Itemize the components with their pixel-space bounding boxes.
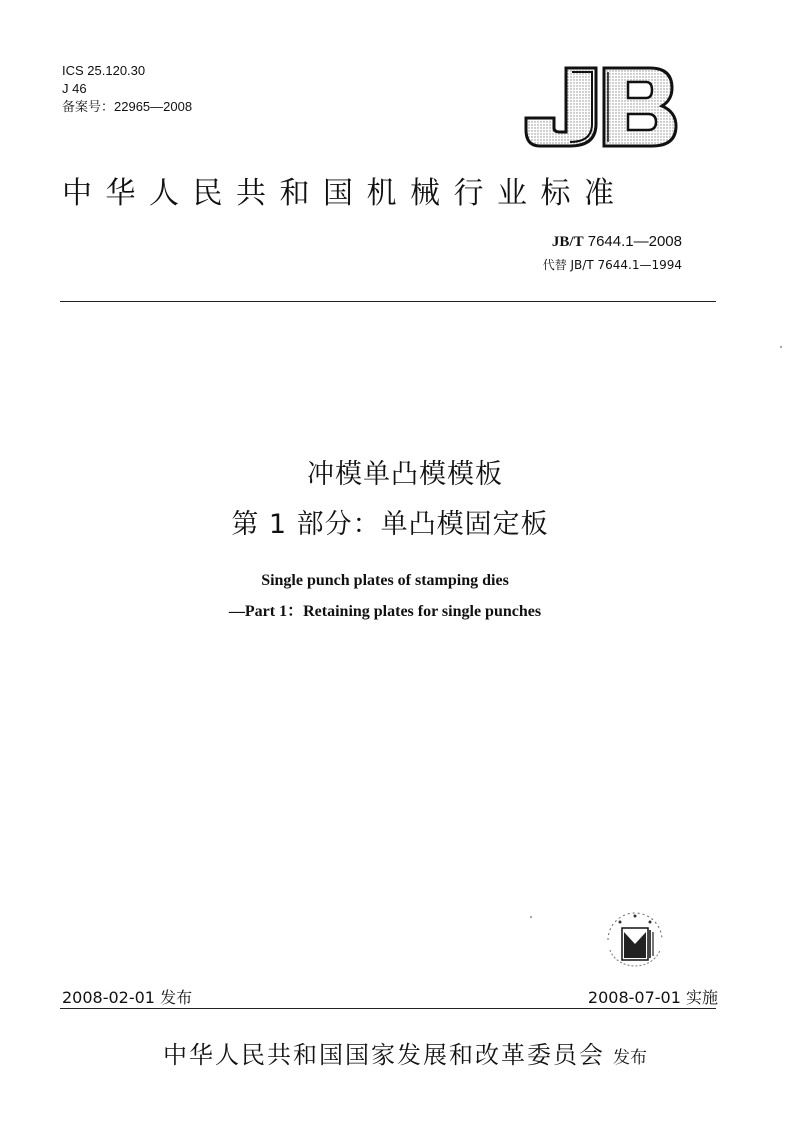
classification-code: J 46: [62, 81, 87, 96]
publisher-line: [0, 1035, 800, 1070]
header-divider: [60, 301, 716, 302]
filing-number: 备案号：22965—2008: [62, 99, 193, 114]
title-chinese-line1: 冲模单凸模模板: [307, 459, 503, 490]
ics-code: ICS 25.120.30: [62, 63, 146, 78]
scan-speck: [530, 916, 532, 918]
standard-number: [552, 233, 682, 251]
standard-category: 中华人民共和国机械行业标准: [62, 176, 628, 211]
title-english-line2: —Part 1：Retaining plates for single punches: [228, 603, 542, 620]
publisher-seal-icon: [600, 910, 670, 972]
jb-logo: [522, 64, 682, 150]
publisher-name: 中华人民共和国国家发展和改革委员会: [163, 1041, 605, 1069]
footer-divider: [60, 1008, 716, 1009]
implementation-date: 2008-07-01 实施: [587, 988, 718, 1007]
publisher-action: 发布: [613, 1048, 647, 1068]
title-chinese-line2: 第 1 部分：单凸模固定板: [231, 509, 549, 540]
title-english-line1: Single punch plates of stamping dies: [261, 572, 509, 589]
scan-speck: [780, 346, 782, 348]
replaces-standard: 代替 JB/T 7644.1—1994: [542, 258, 682, 272]
issue-date: 2008-02-01 发布: [62, 988, 193, 1007]
standard-number-value: 7644.1—2008: [583, 233, 682, 250]
standard-number-prefix: JB/T: [551, 234, 584, 250]
